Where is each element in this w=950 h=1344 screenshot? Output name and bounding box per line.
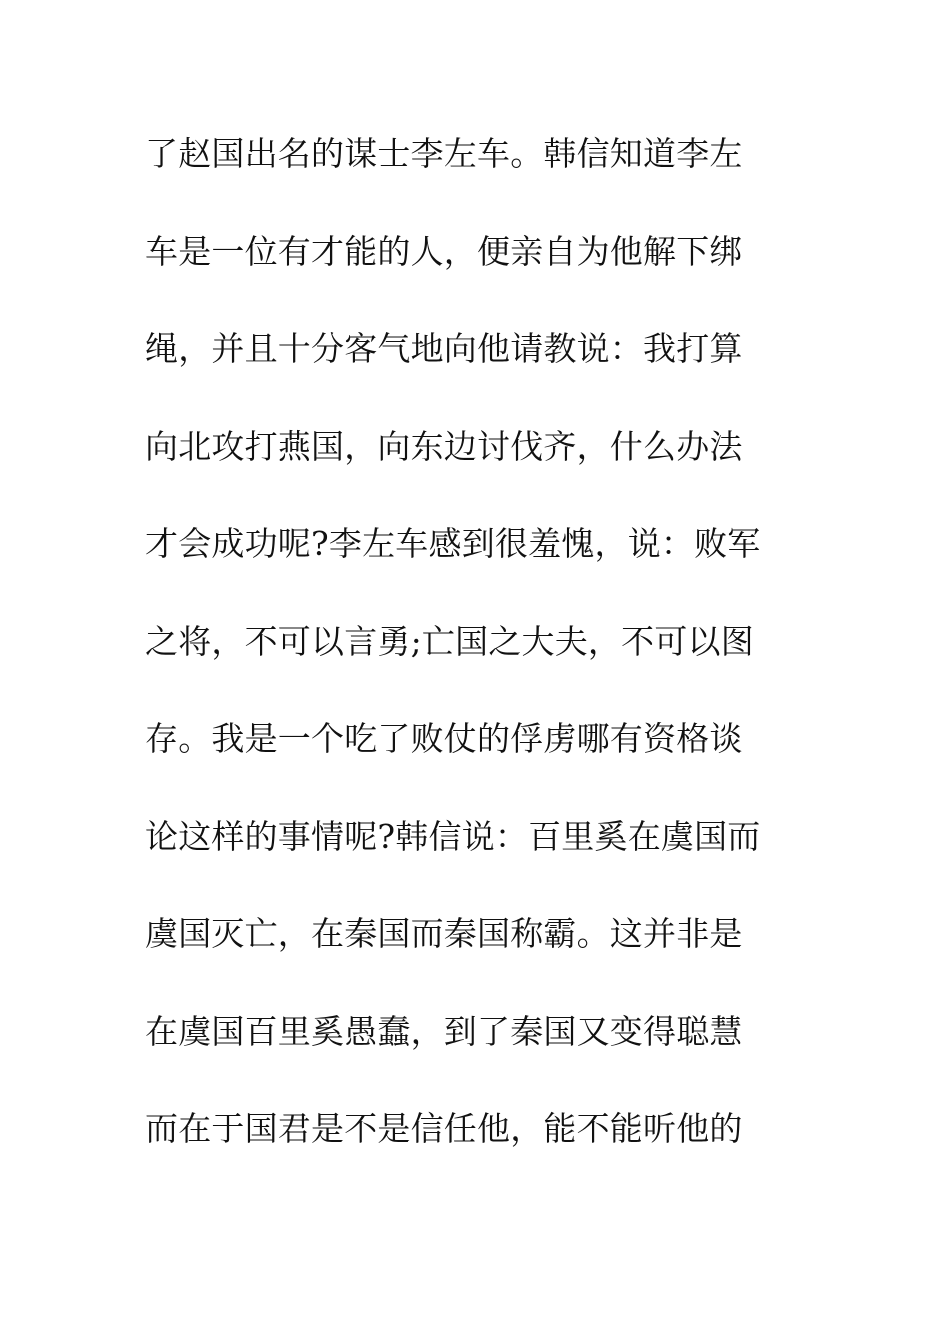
- text-line: 虞国灭亡，在秦国而秦国称霸。这并非是: [145, 914, 743, 953]
- text-line: 之将，不可以言勇;亡国之大夫，不可以图: [145, 621, 754, 661]
- text-line: 论这样的事情呢?韩信说：百里奚在虞国而: [145, 816, 761, 856]
- text-line: 才会成功呢?李左车感到很羞愧，说：败军: [145, 524, 761, 563]
- text-line: 而在于国君是不是信任他，能不能听他的: [145, 1109, 743, 1148]
- text-line: 向北攻打燕国，向东边讨伐齐，什么办法: [145, 426, 743, 466]
- text-line: 了赵国出名的谋士李左车。韩信知道李左: [145, 134, 743, 173]
- text-line: 存。我是一个吃了败仗的俘虏哪有资格谈: [145, 719, 743, 758]
- body-text: [145, 126, 815, 1199]
- text-line: 车是一位有才能的人，便亲自为他解下绑: [145, 231, 743, 271]
- text-line: 绳，并且十分客气地向他请教说：我打算: [145, 329, 743, 368]
- text-line: 在虞国百里奚愚蠢，到了秦国又变得聪慧: [145, 1011, 743, 1051]
